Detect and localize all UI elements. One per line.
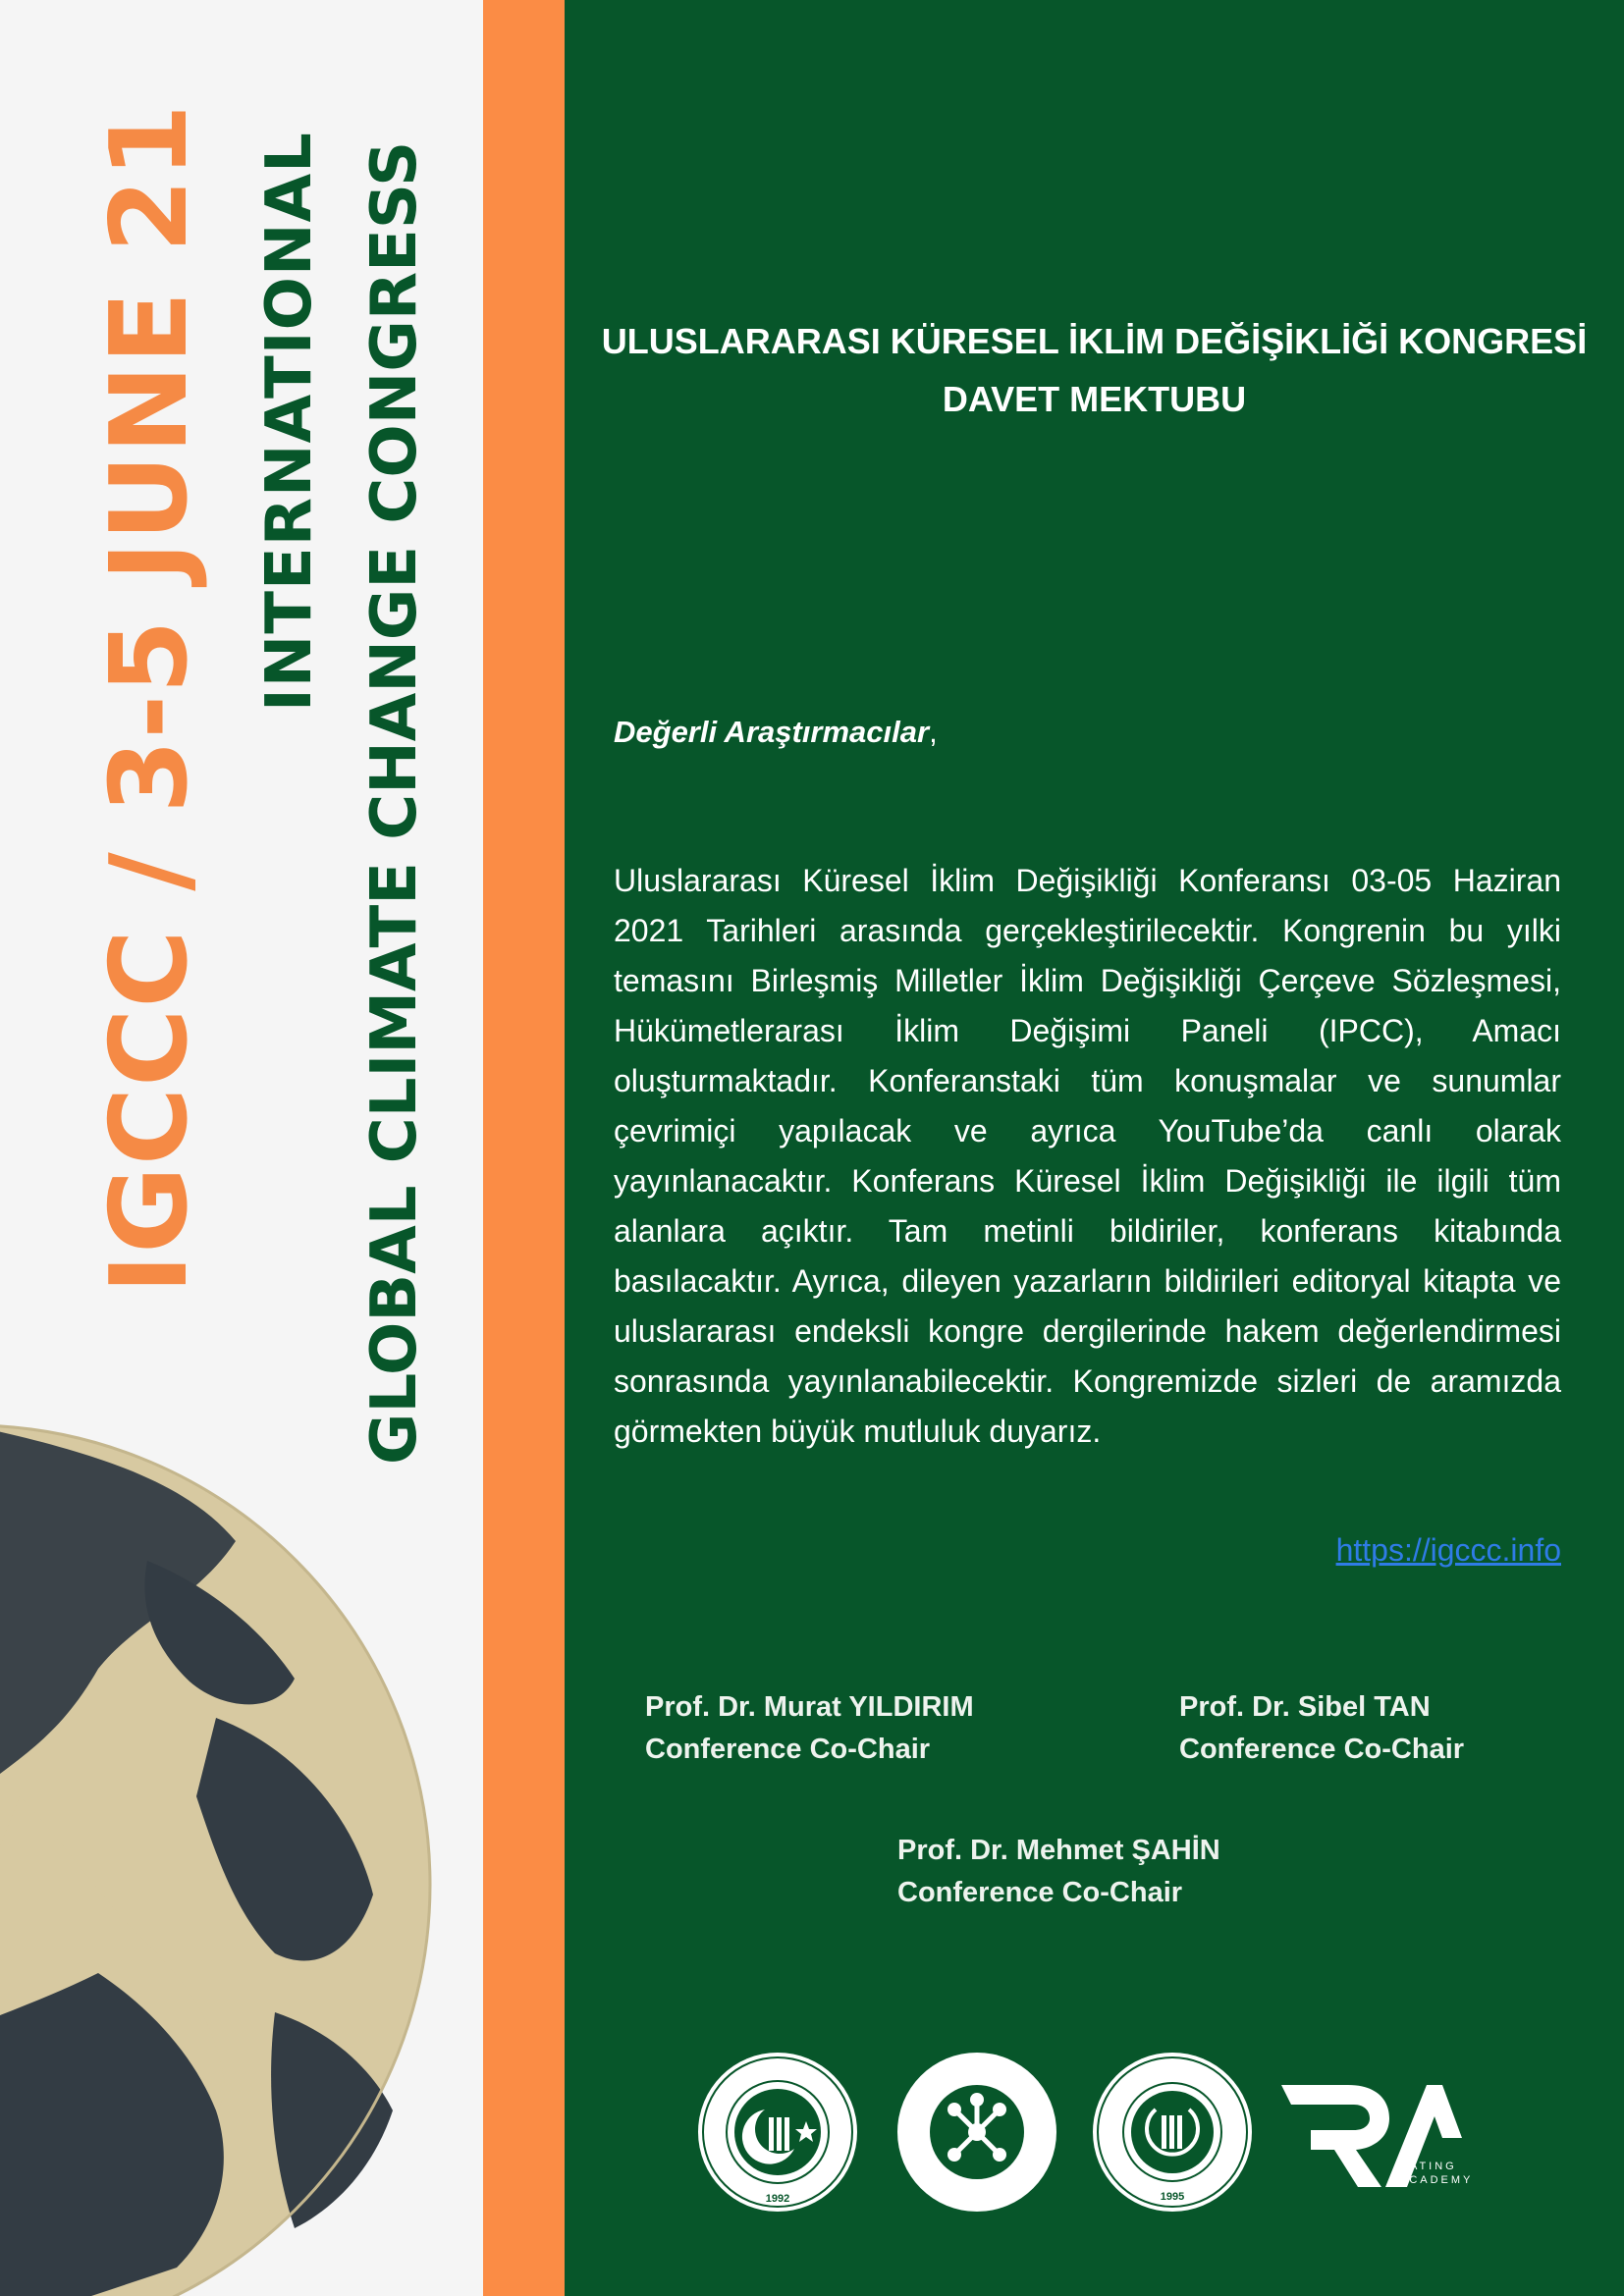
faculty-logo bbox=[895, 2051, 1058, 2214]
international-title: INTERNATIONAL bbox=[253, 132, 326, 712]
logo3-year: 1995 bbox=[1160, 2191, 1185, 2203]
agriculture-faculty-logo bbox=[1091, 2051, 1254, 2214]
globe-illustration bbox=[0, 1423, 432, 2296]
website-link[interactable]: https://igccc.info bbox=[1335, 1532, 1561, 1568]
greeting bbox=[614, 715, 938, 750]
heading-line-1: ULUSLARARASI KÜRESEL İKLİM DEĞİŞİKLİĞİ KONGRESİ bbox=[601, 321, 1588, 361]
rating-academy-logo bbox=[1279, 2079, 1476, 2197]
letter-heading bbox=[565, 312, 1624, 428]
heading-line-2: DAVET MEKTUBU bbox=[942, 379, 1247, 419]
letter-body: Uluslararası Küresel İklim Değişikliği Konferansı 03-05 Haziran 2021 Tarihleri arasında gerçekleştirilecektir. Kongrenin bu yılki temasını Birleşmiş Milletler İklim Değişikliği Çerçeve Sözleşmesi, Hükümetlerarası İklim Değişimi Paneli (IPCC), Amacı oluşturmaktadır. Konferanstaki tüm konuşmalar ve sunumlar çevrimiçi yapılacak ve ayrıca YouTube’da canlı olarak yayınlanacaktır. Konferans Küresel İklim Değişikliği ile ilgili tüm alanlara açıktır. Tam metinli bildiriler, konferans kitabında basılacaktır. Ayrıca, dileyen yazarların bildirileri editoryal kitapta ve uluslararası endeksli kongre dergilerinde hakem değerlendirmesi sonrasında yayınlanabilecektir. Kongremizde sizleri de aramızda görmekten büyük mutluluk duyarız. bbox=[614, 863, 1561, 1449]
signature-role: Conference Co-Chair bbox=[1179, 1734, 1465, 1765]
ra-text-2: ACADEMY bbox=[1399, 2174, 1474, 2186]
orange-stripe bbox=[483, 0, 565, 2296]
left-panel bbox=[0, 0, 483, 2296]
signature-block bbox=[897, 1830, 1220, 1914]
signature-name: Prof. Dr. Mehmet ŞAHİN bbox=[897, 1835, 1220, 1866]
signature-role: Conference Co-Chair bbox=[645, 1734, 931, 1765]
signature-role: Conference Co-Chair bbox=[897, 1877, 1183, 1908]
date-title: IGCCC / 3-5 JUNE 21 bbox=[88, 103, 211, 1294]
letter-panel bbox=[565, 0, 1624, 2296]
greeting-punct: , bbox=[929, 715, 938, 749]
signature-block bbox=[645, 1686, 974, 1771]
university-seal-logo bbox=[696, 2051, 859, 2214]
greeting-text: Değerli Araştırmacılar bbox=[614, 715, 930, 749]
signature-name: Prof. Dr. Murat YILDIRIM bbox=[645, 1691, 974, 1723]
ra-text-1: RATING bbox=[1399, 2161, 1457, 2172]
signature-block bbox=[1179, 1686, 1464, 1771]
signature-name: Prof. Dr. Sibel TAN bbox=[1179, 1691, 1431, 1723]
congress-title: GLOBAL CLIMATE CHANGE CONGRESS bbox=[358, 140, 431, 1465]
logo1-year: 1992 bbox=[765, 2193, 790, 2205]
